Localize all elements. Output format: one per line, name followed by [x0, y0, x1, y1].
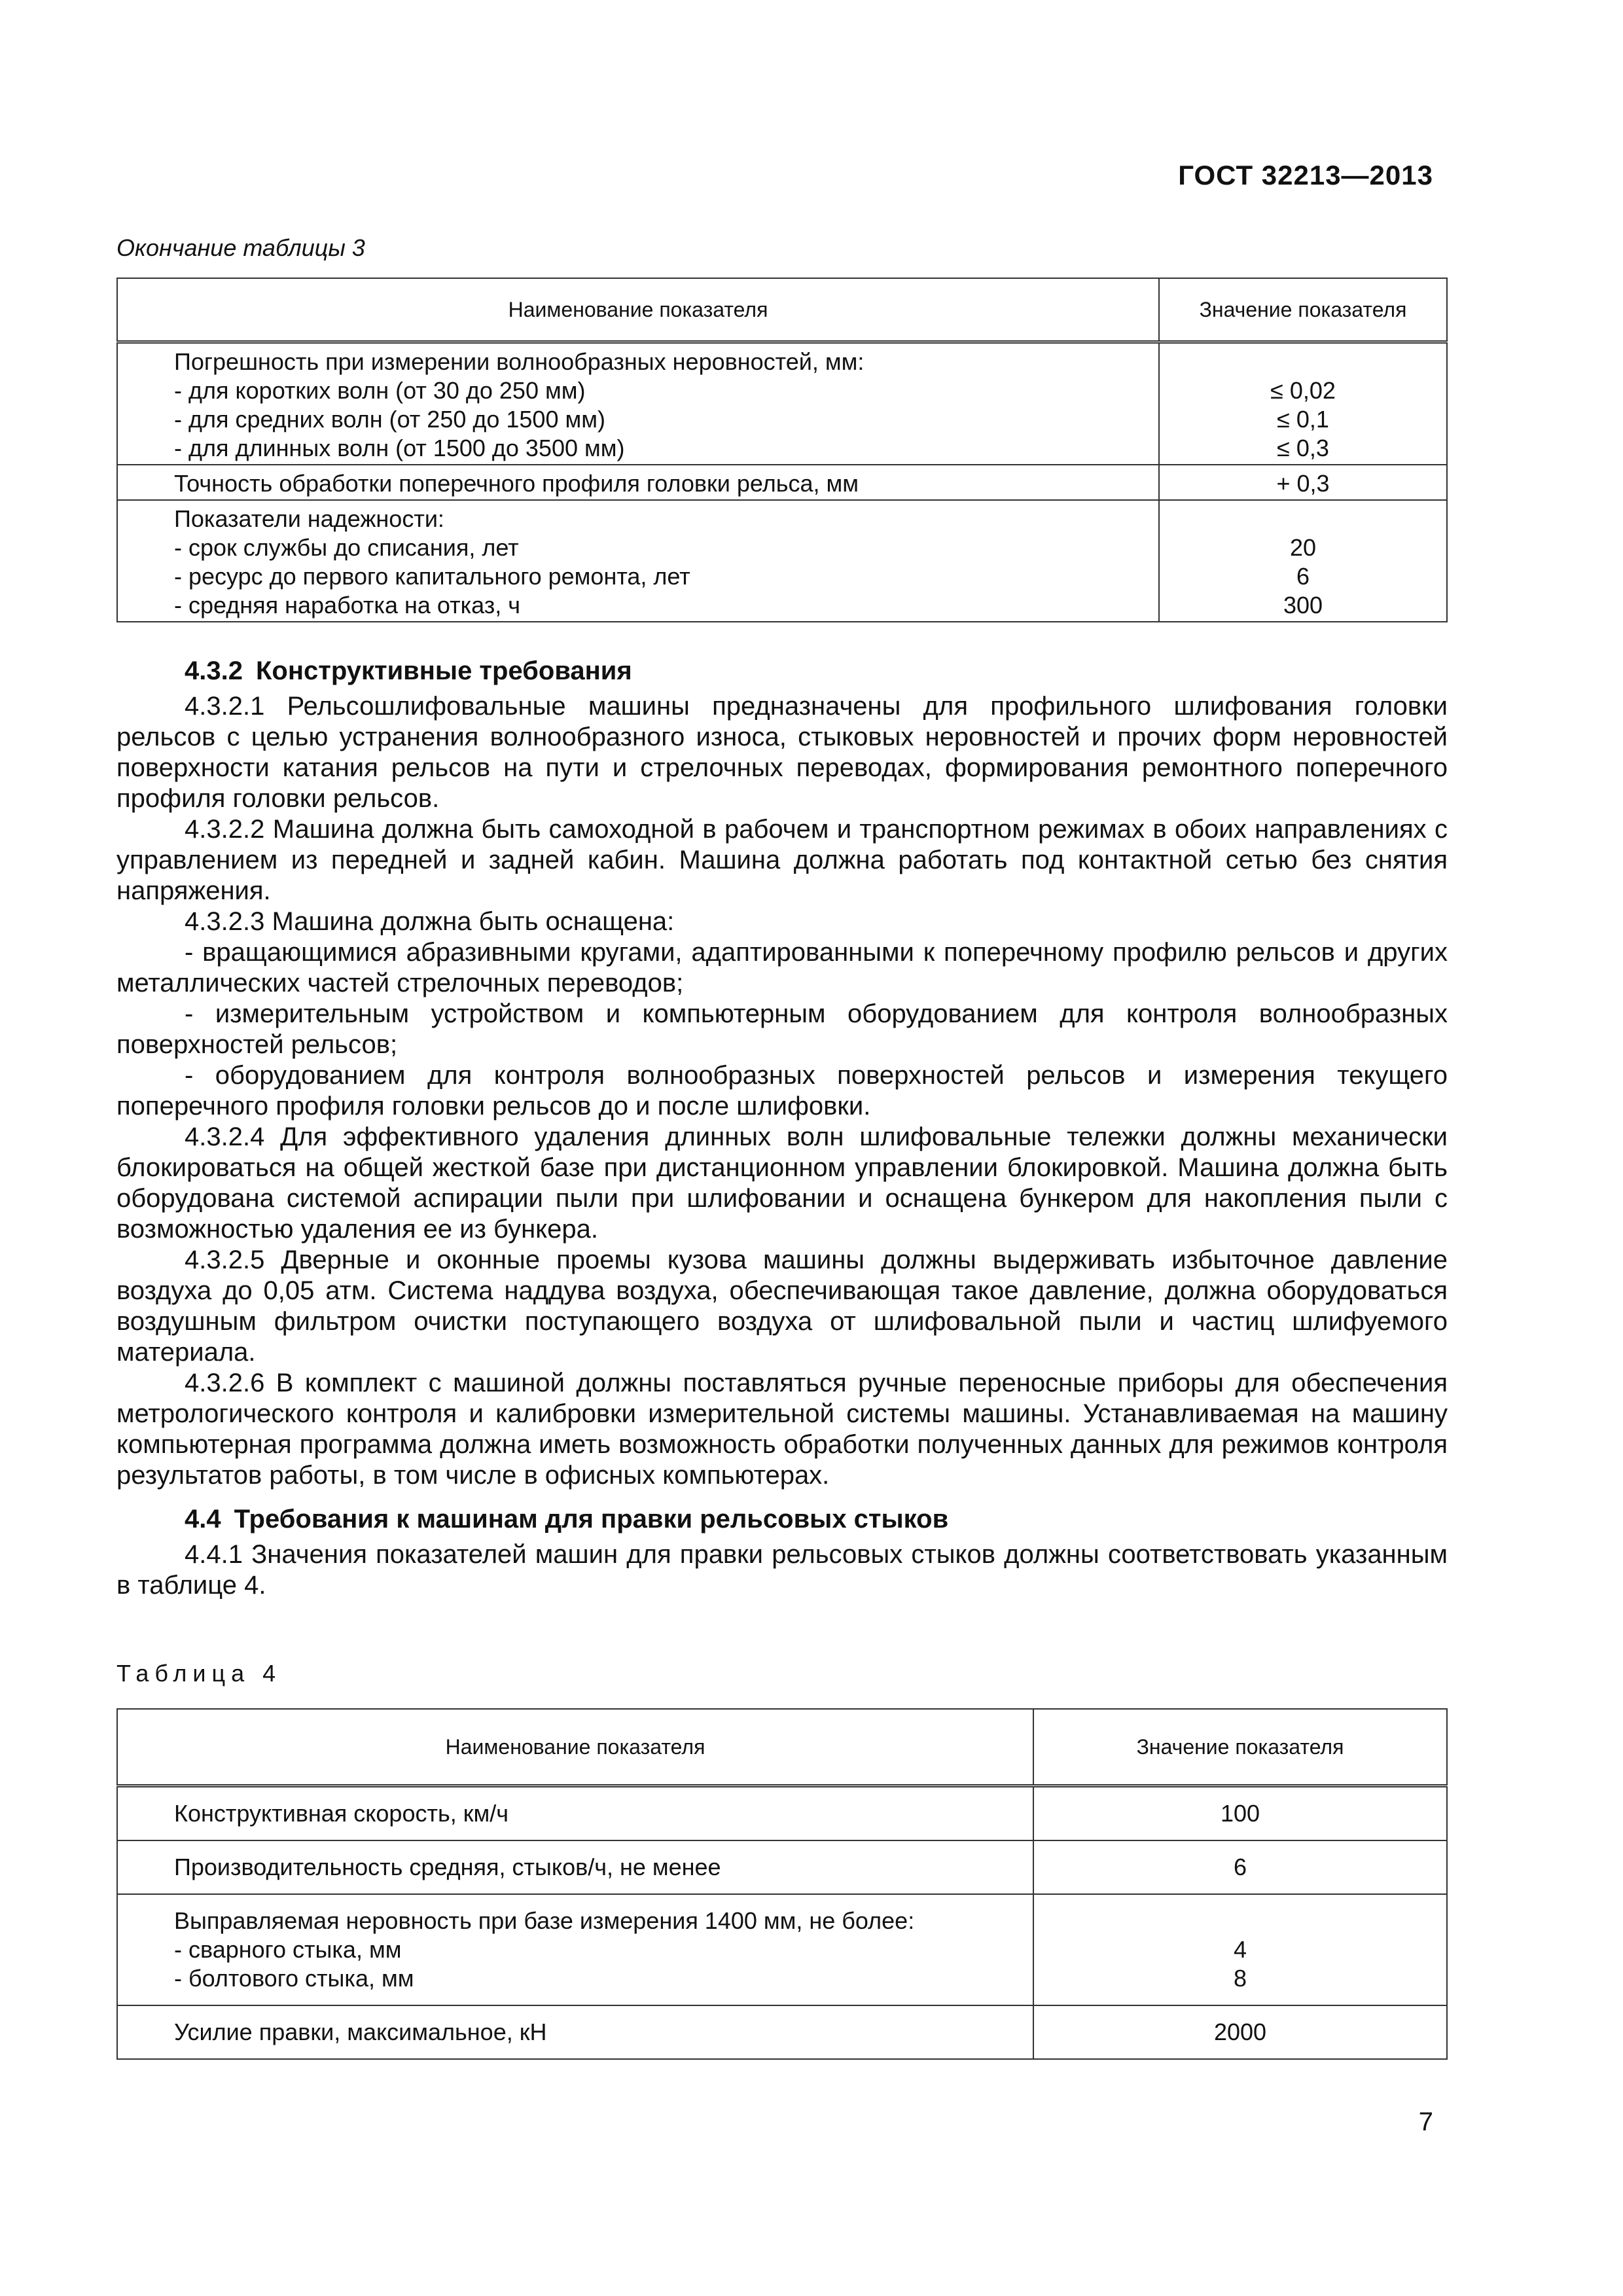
row-value — [1033, 1840, 1447, 1894]
row-value — [1033, 1894, 1447, 2005]
row-name-line: - для длинных волн (от 1500 до 3500 мм) — [174, 435, 625, 461]
row-name-line: Конструктивная скорость, км/ч — [174, 1800, 508, 1827]
table-4 — [116, 1708, 1448, 2060]
row-value-line: + 0,3 — [1276, 470, 1330, 497]
row-value — [1033, 2005, 1447, 2059]
paragraph: 4.3.2.6 В комплект с машиной должны поставляться ручные переносные приборы для обеспечения метрологического контроля и калибровки измерительной системы машины. Устанавливаемая на машину компьютерная программа должна иметь возможность обработки полученных данных для режимов контроля результатов работы, в том числе в офисных компьютерах. — [116, 1369, 1448, 1490]
row-name-line: - ресурс до первого капитального ремонта, лет — [174, 563, 690, 590]
table3-col-name: Наименование показателя — [117, 278, 1159, 342]
row-name-line: Погрешность при измерении волнообразных неровностей, мм: — [174, 348, 865, 375]
table-row — [117, 1786, 1447, 1841]
row-value-line: ≤ 0,1 — [1277, 406, 1329, 433]
table-row — [117, 1894, 1447, 2005]
row-name-line: - средняя наработка на отказ, ч — [174, 592, 521, 619]
row-name-line: Точность обработки поперечного профиля головки рельса, мм — [174, 470, 859, 497]
row-name — [117, 2005, 1033, 2059]
table4-col-name: Наименование показателя — [117, 1709, 1033, 1786]
table3-caption: Окончание таблицы 3 — [116, 234, 365, 261]
row-name — [117, 1894, 1033, 2005]
row-value-line: 6 — [1233, 1854, 1247, 1880]
row-name — [117, 1840, 1033, 1894]
section-432-heading — [116, 655, 1448, 687]
table-3 — [116, 278, 1448, 622]
table4-col-value: Значение показателя — [1033, 1709, 1447, 1786]
paragraph: 4.3.2.2 Машина должна быть самоходной в рабочем и транспортном режимах в обоих направлениях с управлением из передней и задней кабин. Машина должна работать под контактной сетью без снятия напряжения. — [116, 815, 1448, 905]
paragraph: 4.4.1 Значения показателей машин для правки рельсовых стыков должны соответствовать указанным в таблице 4. — [116, 1540, 1448, 1600]
row-name-line: - для коротких волн (от 30 до 250 мм) — [174, 377, 586, 404]
row-value-line: 4 — [1233, 1936, 1247, 1963]
paragraph: 4.3.2.1 Рельсошлифовальные машины предназначены для профильного шлифования головки рельсов с целью устранения волнообразного износа, стыковых неровностей и прочих форм неровностей поверхности катания рельсов на пути и стрелочных переводах, формирования ремонтного поперечного профиля головки рельсов. — [116, 692, 1448, 813]
row-name-line: Производительность средняя, стыков/ч, не менее — [174, 1854, 721, 1880]
page-number: 7 — [1418, 2108, 1433, 2136]
table4-caption: Таблица 4 — [116, 1660, 282, 1687]
row-name — [117, 1786, 1033, 1841]
row-value — [1159, 500, 1447, 622]
row-name-line: Выправляемая неровность при базе измерения 1400 мм, не более: — [174, 1907, 915, 1934]
section-432-title: Конструктивные требования — [255, 656, 632, 685]
paragraph: 4.3.2.5 Дверные и оконные проемы кузова машины должны выдерживать избыточное давление воздуха до 0,05 атм. Система наддува воздуха, обеспечивающая такое давление, должна оборудоваться воздушным фильтром очистки поступающего воздуха от шлифовальной пыли и частиц шлифуемого материала. — [116, 1246, 1448, 1367]
document-code: ГОСТ 32213—2013 — [1178, 160, 1433, 190]
paragraph: 4.3.2.3 Машина должна быть оснащена: — [185, 907, 675, 936]
row-value-line: 8 — [1233, 1965, 1247, 1992]
row-name-line: - для средних волн (от 250 до 1500 мм) — [174, 406, 605, 433]
table-row — [117, 500, 1447, 622]
row-value — [1159, 342, 1447, 465]
row-name — [117, 465, 1159, 500]
row-value-line: 6 — [1296, 563, 1310, 590]
row-name-line: - срок службы до списания, лет — [174, 534, 519, 561]
row-value-line: 300 — [1283, 592, 1323, 619]
row-value-line: 20 — [1289, 534, 1317, 561]
row-name — [117, 500, 1159, 622]
paragraph: - измерительным устройством и компьютерным оборудованием для контроля волнообразных поверхностей рельсов; — [116, 999, 1448, 1059]
row-value-line: ≤ 0,02 — [1270, 377, 1336, 404]
row-name-line: - сварного стыка, мм — [174, 1936, 402, 1963]
table3-col-value: Значение показателя — [1159, 278, 1447, 342]
row-value-line: 2000 — [1213, 2018, 1267, 2045]
paragraph: - вращающимися абразивными кругами, адаптированными к поперечному профилю рельсов и других металлических частей стрелочных переводов; — [116, 938, 1448, 997]
body-text — [116, 649, 1448, 1601]
row-name — [117, 342, 1159, 465]
row-value-line: 100 — [1220, 1800, 1260, 1827]
table3-header-row — [117, 278, 1447, 342]
section-44-heading — [116, 1503, 1448, 1535]
row-value — [1159, 465, 1447, 500]
table-row — [117, 342, 1447, 465]
paragraph: - оборудованием для контроля волнообразных поверхностей рельсов и измерения текущего поперечного профиля головки рельсов до и после шлифовки. — [116, 1061, 1448, 1121]
row-value-line: ≤ 0,3 — [1277, 435, 1329, 461]
row-name-line: Усилие правки, максимальное, кН — [174, 2018, 547, 2045]
row-value — [1033, 1786, 1447, 1841]
section-432-number: 4.3.2 — [185, 656, 243, 685]
section-44-number: 4.4 — [185, 1505, 221, 1534]
row-name-line: Показатели надежности: — [174, 505, 444, 532]
table4-header-row — [117, 1709, 1447, 1786]
paragraph: 4.3.2.4 Для эффективного удаления длинных волн шлифовальные тележки должны механически блокироваться на общей жесткой базе при дистанционном управлении блокировкой. Машина должна быть оборудована системой аспирации пыли при шлифовании и оснащена бункером для накопления пыли с возможностью удаления ее из бункера. — [116, 1122, 1448, 1244]
table-row — [117, 1840, 1447, 1894]
section-44-title: Требования к машинам для правки рельсовых стыков — [234, 1505, 949, 1534]
table-row — [117, 2005, 1447, 2059]
table-row — [117, 465, 1447, 500]
row-name-line: - болтового стыка, мм — [174, 1965, 414, 1992]
